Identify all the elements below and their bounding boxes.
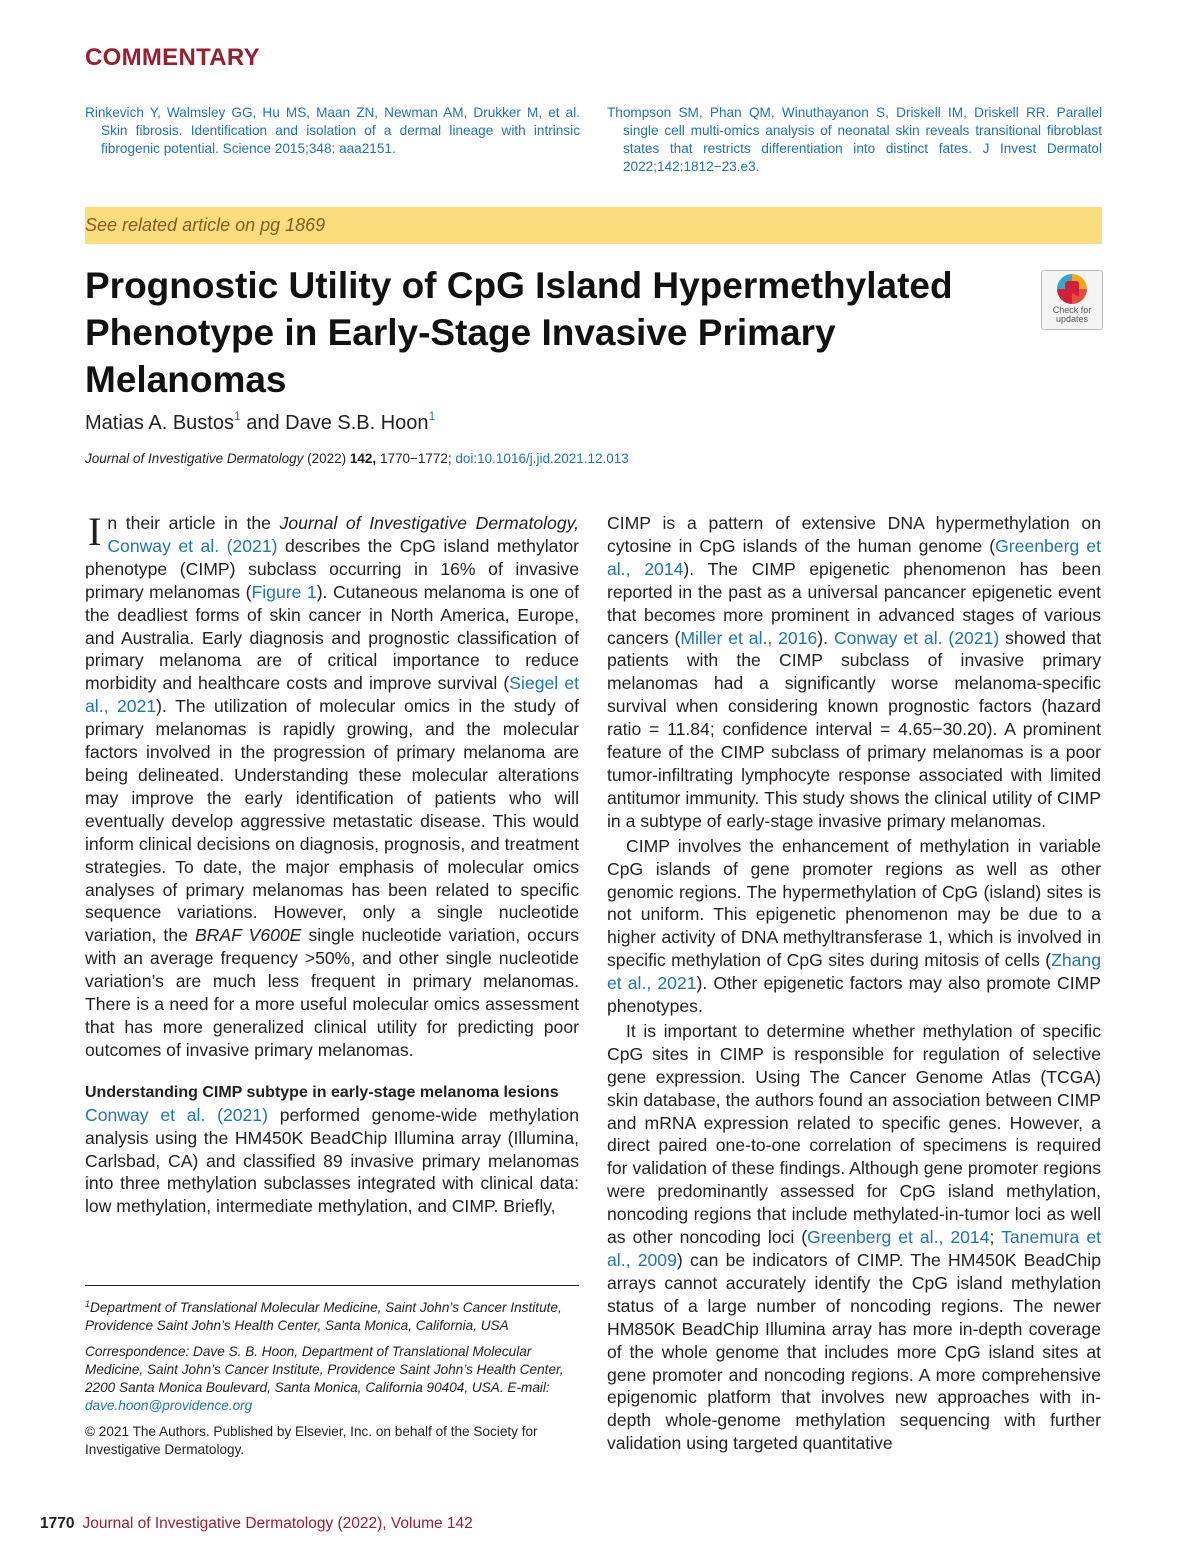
reference-list-right — [607, 104, 1102, 176]
email-link[interactable]: dave.hoon@providence.org — [85, 1398, 253, 1413]
figure-link[interactable]: Figure 1 — [251, 581, 317, 602]
citation-pages: 1770−1772; — [376, 451, 456, 466]
bookmark-icon — [1057, 274, 1087, 304]
citation-link[interactable]: Conway et al. (2021) — [85, 1104, 268, 1125]
section-heading: Understanding CIMP subtype in early-stage melanoma lesions — [85, 1083, 559, 1101]
author-name: Matias A. Bustos — [85, 412, 234, 434]
body-text: CIMP involves the enhancement of methylation in variable CpG islands of gene promoter regions as well as other genomic regions. The hypermethylation of CpG (island) sites is not uniform. This epigenetic phenomenon may be due to a higher activity of DNA methyltransferase 1, which is involved in specific methylation of CpG sites during mitosis of cells ( — [607, 835, 1101, 971]
body-text: ). — [817, 627, 834, 648]
author-joiner: and — [240, 412, 286, 434]
body-column-left — [85, 509, 580, 1218]
article-title: Prognostic Utility of CpG Island Hypermethylated Phenotype in Early-Stage Invasive Primary Melanomas — [85, 265, 953, 400]
body-text: ). Other epigenetic factors may also promote CIMP phenotypes. — [607, 973, 1102, 1017]
footnotes — [85, 1299, 579, 1467]
citation-link[interactable]: Conway et al. (2021) — [833, 627, 1000, 648]
citation-year: (2022) — [303, 451, 350, 466]
affiliation-marker[interactable]: 1 — [428, 409, 436, 423]
reference-thompson[interactable]: Thompson SM, Phan QM, Winuthayanon S, Driskell IM, Driskell RR. Parallel single cell multi-omics analysis of neonatal skin reveals transitional fibroblast states that restricts differentiation into distinct fates. J Invest Dermatol 2022;142:1812−23.e3. — [607, 105, 1102, 174]
citation-link[interactable]: Conway et al. (2021) — [107, 535, 278, 556]
drop-cap: I — [88, 509, 102, 554]
author-name: Dave S.B. Hoon — [285, 412, 429, 434]
reference-list-left — [85, 104, 580, 158]
body-text: ). Cutaneous melanoma is one of the deadliest forms of skin cancer in North America, Europe, and Australia. Early diagnosis and prognostic classification of primary melanoma are of critical importance to reduce morbidity and healthcare costs and improve survival ( — [85, 581, 580, 694]
body-paragraph — [85, 509, 580, 1062]
footnote-divider — [85, 1285, 579, 1286]
citation-link[interactable]: Tanemura et al., 2009 — [607, 1227, 1101, 1270]
check-for-updates-button[interactable] — [1041, 270, 1103, 330]
body-column-right — [607, 512, 1101, 1455]
body-paragraph — [85, 1104, 579, 1219]
related-article-link[interactable]: See related article on pg 1869 — [85, 215, 326, 235]
citation-link[interactable]: Miller et al., 2016 — [680, 627, 818, 648]
footer-journal: Journal of Investigative Dermatology (2022), Volume 142 — [82, 1515, 473, 1532]
body-text: performed genome-wide methylation analysis using the HM450K BeadChip Illumina array (Illumina, Carlsbad, CA) and classified 89 invasive primary melanomas into three methylation subclasses integrated with clinical data: low methylation, intermediate methylation, and CIMP. Briefly, — [85, 1104, 579, 1217]
correspondence-footnote — [85, 1343, 579, 1415]
body-text: ). The CIMP epigenetic phenomenon has been reported in the past as a universal pancancer epigenetic event that becomes more prominent in advanced stages of various cancers ( — [607, 558, 1101, 648]
citation-link[interactable]: Siegel et al., 2021 — [85, 673, 580, 717]
page-number: 1770 — [40, 1515, 75, 1532]
citation-link[interactable]: Zhang et al., 2021 — [607, 950, 1101, 994]
journal-name: Journal of Investigative Dermatology — [85, 451, 304, 466]
body-paragraph — [607, 835, 1101, 1018]
doi-link[interactable]: doi:10.1016/j.jid.2021.12.013 — [455, 451, 629, 466]
journal-citation — [85, 451, 629, 466]
body-text: describes the CpG island methylator phenotype (CIMP) subclass occurring in 16% of invasive primary melanomas ( — [85, 535, 579, 602]
body-text: ) can be indicators of CIMP. The HM450K BeadChip arrays cannot accurately identify the CpG island methylation status of a large number of noncoding regions. The newer HM850K BeadChip Illumina array has more in-depth coverage of the whole genome that includes more CpG island sites at gene promoter and noncoding regions. A more comprehensive epigenomic platform that involves new approaches with in-depth whole-genome methylation sequencing with further validation using targeted quantitative — [607, 1250, 1102, 1454]
citation-link[interactable]: Greenberg et al., 2014 — [607, 535, 1101, 579]
citation-link[interactable]: Greenberg et al., 2014 — [807, 1227, 990, 1248]
copyright-notice: © 2021 The Authors. Published by Elsevier, Inc. on behalf of the Society for Investigative Dermatology. — [85, 1424, 538, 1457]
affiliation-number: 1 — [85, 1299, 91, 1309]
reference-rinkevich[interactable]: Rinkevich Y, Walmsley GG, Hu MS, Maan ZN, Newman AM, Drukker M, et al. Skin fibrosis. Identification and isolation of a dermal lineage with intrinsic fibrogenic potential. Science 2015;348: aaa2151. — [85, 105, 580, 156]
affiliation-text: Department of Translational Molecular Medicine, Saint John’s Cancer Institute, Providence Saint John’s Health Center, Santa Monica, California, USA — [85, 1300, 562, 1333]
body-text: showed that patients with the CIMP subclass of invasive primary melanomas had a significantly worse melanoma-specific survival when considering known prognostic factors (hazard ratio = 11.84; confidence interval = 4.65−30.20). A prominent feature of the CIMP subclass of primary melanomas is a poor tumor-infiltrating lymphocyte response associated with limited antitumor immunity. This study shows the clinical utility of CIMP in a subtype of early-stage invasive primary melanomas. — [607, 627, 1101, 831]
body-text: ; — [989, 1227, 1002, 1248]
journal-name-italic: Journal of Investigative Dermatology, — [279, 513, 579, 533]
body-text: single nucleotide variation, occurs with an average frequency >50%, and other single nucleotide variation’s are much less frequent in primary melanomas. There is a need for a more useful molecular omics assessment that has more generalized clinical utility for predicting poor outcomes of invasive primary melanomas. — [85, 925, 579, 1060]
affiliation-footnote — [85, 1299, 579, 1335]
body-paragraph — [607, 512, 1101, 833]
body-text: n their article in the — [107, 513, 280, 533]
body-text: ). The utilization of molecular omics in the study of primary melanomas is rapidly growing, and the molecular factors involved in the progression of primary melanoma are being delineated. Understanding these molecular alterations may improve the early identification of patients who will eventually develop aggressive metastatic disease. This would inform clinical decisions on diagnosis, prognosis, and treatment strategies. To date, the major emphasis of molecular omics analyses of primary melanomas has been related to specific sequence variations. However, only a single nucleotide variation, the — [85, 696, 579, 946]
affiliation-marker[interactable]: 1 — [233, 409, 241, 423]
correspondence-text: Correspondence: Dave S. B. Hoon, Department of Translational Molecular Medicine, Saint John’s Cancer Institute, Providence Saint John’s Health Center, 2200 Santa Monica Boulevard, Santa Monica, California 90404, USA. E-mail: — [85, 1344, 564, 1395]
citation-volume: 142, — [349, 451, 377, 466]
author-line — [85, 409, 436, 435]
body-text: It is important to determine whether methylation of specific CpG sites in CIMP is responsible for regulation of selective gene expression. Using The Cancer Genome Atlas (TCGA) skin database, the authors found an association between CIMP and mRNA expression related to specific genes. However, a direct paired one-to-one correlation of specimens is required for validation of these findings. Although gene promoter regions were predominantly assessed for CpG island methylation, noncoding regions that include methylated-in-tumor loci as well as other noncoding loci ( — [607, 1020, 1101, 1248]
related-article-banner — [85, 207, 1102, 244]
page-footer — [40, 1515, 473, 1533]
body-paragraph — [607, 1020, 1101, 1455]
gene-name-italic: BRAF V600E — [194, 925, 302, 946]
check-for-updates-label: Check for updates — [1052, 305, 1092, 324]
section-label: COMMENTARY — [85, 44, 260, 71]
body-text: CIMP is a pattern of extensive DNA hypermethylation on cytosine in CpG islands of the human genome ( — [607, 513, 1101, 556]
